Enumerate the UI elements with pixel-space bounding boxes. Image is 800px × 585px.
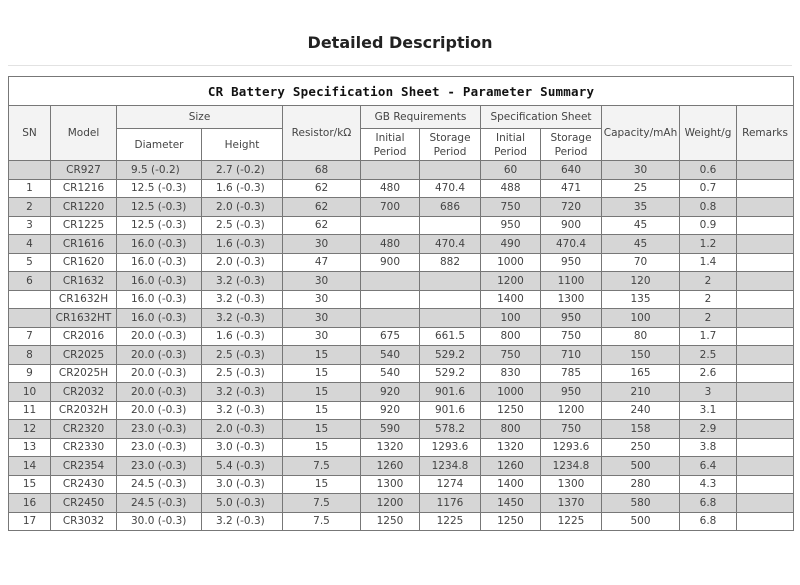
cell-remarks [737,346,794,365]
cell-gb-storage: 470.4 [420,179,481,198]
cell-weight: 0.8 [680,198,737,217]
cell-resistor: 30 [283,272,361,291]
cell-gb-initial [361,309,420,328]
cell-diameter: 12.5 (-0.3) [117,216,202,235]
cell-gb-initial: 1260 [361,457,420,476]
cell-weight: 3.1 [680,401,737,420]
cell-capacity: 580 [602,494,680,513]
cell-weight: 4.3 [680,475,737,494]
cell-gb-storage: 1274 [420,475,481,494]
cell-spec-storage: 1234.8 [541,457,602,476]
cell-diameter: 23.0 (-0.3) [117,420,202,439]
cell-height: 1.6 (-0.3) [202,327,283,346]
cell-gb-initial [361,290,420,309]
cell-gb-storage: 1176 [420,494,481,513]
cell-resistor: 68 [283,161,361,180]
cell-capacity: 120 [602,272,680,291]
cell-sn: 2 [9,198,51,217]
title-divider [8,65,792,66]
cell-sn: 3 [9,216,51,235]
header-sn: SN [9,106,51,161]
header-gb-storage-period: Storage Period [420,129,481,161]
cell-height: 2.0 (-0.3) [202,420,283,439]
cell-capacity: 30 [602,161,680,180]
cell-remarks [737,494,794,513]
cell-height: 3.2 (-0.3) [202,290,283,309]
cell-sn: 9 [9,364,51,383]
table-row [9,494,794,513]
header-height: Height [202,129,283,161]
table-row [9,457,794,476]
cell-spec-initial: 100 [481,309,541,328]
cell-gb-initial: 480 [361,179,420,198]
cell-weight: 6.4 [680,457,737,476]
cell-model: CR2032H [51,401,117,420]
table-row [9,272,794,291]
header-gb-requirements: GB Requirements [361,106,481,129]
cell-spec-storage: 1300 [541,290,602,309]
header-spec-initial-period: Initial Period [481,129,541,161]
table-row [9,438,794,457]
cell-spec-storage: 785 [541,364,602,383]
cell-diameter: 30.0 (-0.3) [117,512,202,531]
cell-resistor: 30 [283,290,361,309]
cell-sn: 12 [9,420,51,439]
cell-spec-storage: 950 [541,253,602,272]
cell-capacity: 150 [602,346,680,365]
cell-remarks [737,327,794,346]
cell-spec-initial: 800 [481,327,541,346]
cell-diameter: 12.5 (-0.3) [117,198,202,217]
cell-gb-initial: 920 [361,401,420,420]
cell-model: CR2354 [51,457,117,476]
cell-spec-initial: 1000 [481,383,541,402]
cell-remarks [737,179,794,198]
cell-capacity: 70 [602,253,680,272]
cell-spec-storage: 470.4 [541,235,602,254]
header-spec-storage-period: Storage Period [541,129,602,161]
cell-spec-storage: 720 [541,198,602,217]
cell-spec-initial: 1450 [481,494,541,513]
cell-spec-initial: 830 [481,364,541,383]
cell-resistor: 15 [283,475,361,494]
cell-weight: 1.7 [680,327,737,346]
cell-remarks [737,161,794,180]
table-row [9,235,794,254]
cell-height: 2.0 (-0.3) [202,198,283,217]
cell-capacity: 158 [602,420,680,439]
cell-spec-storage: 1370 [541,494,602,513]
cell-sn: 4 [9,235,51,254]
cell-gb-storage: 661.5 [420,327,481,346]
cell-remarks [737,290,794,309]
cell-model: CR1616 [51,235,117,254]
table-row [9,309,794,328]
table-row [9,179,794,198]
cell-gb-storage: 529.2 [420,364,481,383]
cell-sn [9,290,51,309]
cell-height: 2.7 (-0.2) [202,161,283,180]
cell-spec-initial: 1000 [481,253,541,272]
table-row [9,401,794,420]
cell-height: 2.5 (-0.3) [202,364,283,383]
cell-sn: 1 [9,179,51,198]
cell-height: 1.6 (-0.3) [202,235,283,254]
header-model: Model [51,106,117,161]
cell-gb-initial: 1320 [361,438,420,457]
cell-spec-storage: 710 [541,346,602,365]
cell-spec-initial: 800 [481,420,541,439]
cell-diameter: 23.0 (-0.3) [117,438,202,457]
cell-capacity: 35 [602,198,680,217]
header-size: Size [117,106,283,129]
cell-sn: 7 [9,327,51,346]
cell-gb-storage [420,161,481,180]
cell-gb-storage: 882 [420,253,481,272]
table-title: CR Battery Specification Sheet - Parameter Summary [9,77,794,106]
cell-gb-initial: 590 [361,420,420,439]
table-row [9,420,794,439]
cell-diameter: 20.0 (-0.3) [117,401,202,420]
cell-spec-initial: 488 [481,179,541,198]
cell-resistor: 47 [283,253,361,272]
cell-capacity: 45 [602,235,680,254]
cell-weight: 0.7 [680,179,737,198]
cell-capacity: 25 [602,179,680,198]
cell-spec-storage: 1293.6 [541,438,602,457]
cell-spec-initial: 950 [481,216,541,235]
cell-sn [9,309,51,328]
header-gb-initial-period: Initial Period [361,129,420,161]
cell-diameter: 9.5 (-0.2) [117,161,202,180]
cell-model: CR1225 [51,216,117,235]
cell-resistor: 15 [283,346,361,365]
cell-spec-initial: 1320 [481,438,541,457]
cell-diameter: 20.0 (-0.3) [117,364,202,383]
cell-gb-storage: 470.4 [420,235,481,254]
cell-resistor: 15 [283,364,361,383]
page-title: Detailed Description [307,33,493,52]
cell-remarks [737,253,794,272]
cell-resistor: 7.5 [283,457,361,476]
cell-weight: 1.4 [680,253,737,272]
cell-remarks [737,364,794,383]
cell-gb-initial: 700 [361,198,420,217]
cell-remarks [737,457,794,476]
cell-weight: 3.8 [680,438,737,457]
cell-resistor: 15 [283,401,361,420]
table-row [9,346,794,365]
cell-spec-storage: 750 [541,327,602,346]
cell-resistor: 7.5 [283,512,361,531]
spec-table [8,76,794,531]
cell-diameter: 12.5 (-0.3) [117,179,202,198]
cell-resistor: 30 [283,327,361,346]
cell-spec-storage: 750 [541,420,602,439]
cell-sn: 17 [9,512,51,531]
cell-weight: 3 [680,383,737,402]
cell-sn: 8 [9,346,51,365]
cell-weight: 2.6 [680,364,737,383]
cell-weight: 2 [680,290,737,309]
cell-height: 3.2 (-0.3) [202,309,283,328]
header-capacity: Capacity/mAh [602,106,680,161]
cell-sn: 14 [9,457,51,476]
cell-diameter: 16.0 (-0.3) [117,235,202,254]
cell-remarks [737,383,794,402]
cell-spec-initial: 490 [481,235,541,254]
cell-sn: 6 [9,272,51,291]
cell-gb-storage: 686 [420,198,481,217]
cell-diameter: 24.5 (-0.3) [117,494,202,513]
cell-diameter: 20.0 (-0.3) [117,346,202,365]
cell-diameter: 20.0 (-0.3) [117,383,202,402]
cell-sn: 10 [9,383,51,402]
cell-capacity: 240 [602,401,680,420]
cell-model: CR2025 [51,346,117,365]
table-row [9,475,794,494]
header-resistor: Resistor/kΩ [283,106,361,161]
cell-spec-initial: 1200 [481,272,541,291]
cell-model: CR2450 [51,494,117,513]
cell-weight: 6.8 [680,512,737,531]
cell-height: 2.5 (-0.3) [202,216,283,235]
cell-gb-storage [420,309,481,328]
cell-model: CR1620 [51,253,117,272]
cell-gb-storage [420,290,481,309]
table-row [9,327,794,346]
cell-remarks [737,512,794,531]
cell-gb-storage: 901.6 [420,383,481,402]
cell-diameter: 24.5 (-0.3) [117,475,202,494]
cell-height: 3.2 (-0.3) [202,512,283,531]
cell-gb-initial: 540 [361,346,420,365]
cell-resistor: 15 [283,420,361,439]
cell-height: 3.2 (-0.3) [202,272,283,291]
cell-spec-storage: 900 [541,216,602,235]
cell-diameter: 23.0 (-0.3) [117,457,202,476]
cell-spec-storage: 950 [541,383,602,402]
cell-gb-storage: 1225 [420,512,481,531]
cell-gb-storage: 1234.8 [420,457,481,476]
cell-weight: 0.9 [680,216,737,235]
cell-weight: 6.8 [680,494,737,513]
table-row [9,198,794,217]
cell-capacity: 45 [602,216,680,235]
cell-gb-storage [420,216,481,235]
cell-capacity: 500 [602,512,680,531]
cell-sn [9,161,51,180]
cell-remarks [737,272,794,291]
header-specification-sheet: Specification Sheet [481,106,602,129]
cell-model: CR1632 [51,272,117,291]
cell-model: CR1632HT [51,309,117,328]
cell-gb-storage [420,272,481,291]
cell-height: 3.0 (-0.3) [202,475,283,494]
cell-spec-storage: 1225 [541,512,602,531]
cell-model: CR1216 [51,179,117,198]
table-row [9,161,794,180]
cell-capacity: 100 [602,309,680,328]
cell-capacity: 80 [602,327,680,346]
cell-gb-initial: 1200 [361,494,420,513]
cell-height: 5.4 (-0.3) [202,457,283,476]
table-body [9,161,794,531]
cell-height: 1.6 (-0.3) [202,179,283,198]
cell-spec-initial: 60 [481,161,541,180]
table-row [9,383,794,402]
cell-capacity: 280 [602,475,680,494]
cell-model: CR1220 [51,198,117,217]
cell-resistor: 15 [283,383,361,402]
cell-weight: 0.6 [680,161,737,180]
cell-spec-storage: 1100 [541,272,602,291]
cell-height: 2.5 (-0.3) [202,346,283,365]
cell-capacity: 250 [602,438,680,457]
cell-model: CR927 [51,161,117,180]
header-weight: Weight/g [680,106,737,161]
cell-resistor: 62 [283,216,361,235]
header-remarks: Remarks [737,106,794,161]
cell-model: CR1632H [51,290,117,309]
cell-spec-initial: 1400 [481,475,541,494]
cell-gb-initial: 540 [361,364,420,383]
cell-height: 3.0 (-0.3) [202,438,283,457]
cell-remarks [737,309,794,328]
cell-gb-initial [361,161,420,180]
cell-resistor: 30 [283,309,361,328]
cell-model: CR2320 [51,420,117,439]
cell-sn: 13 [9,438,51,457]
cell-sn: 16 [9,494,51,513]
cell-remarks [737,420,794,439]
table-row [9,364,794,383]
cell-model: CR2430 [51,475,117,494]
cell-spec-initial: 750 [481,198,541,217]
cell-diameter: 16.0 (-0.3) [117,253,202,272]
cell-model: CR2330 [51,438,117,457]
table-row [9,216,794,235]
cell-model: CR2025H [51,364,117,383]
cell-gb-initial: 920 [361,383,420,402]
cell-remarks [737,216,794,235]
cell-weight: 1.2 [680,235,737,254]
cell-weight: 2 [680,272,737,291]
cell-height: 2.0 (-0.3) [202,253,283,272]
cell-diameter: 16.0 (-0.3) [117,290,202,309]
cell-diameter: 16.0 (-0.3) [117,309,202,328]
cell-sn: 15 [9,475,51,494]
cell-resistor: 62 [283,198,361,217]
cell-height: 5.0 (-0.3) [202,494,283,513]
cell-remarks [737,438,794,457]
cell-capacity: 135 [602,290,680,309]
cell-weight: 2.5 [680,346,737,365]
cell-capacity: 210 [602,383,680,402]
cell-diameter: 16.0 (-0.3) [117,272,202,291]
cell-resistor: 62 [283,179,361,198]
cell-model: CR3032 [51,512,117,531]
cell-spec-initial: 1250 [481,401,541,420]
cell-gb-initial: 1250 [361,512,420,531]
cell-height: 3.2 (-0.3) [202,383,283,402]
cell-model: CR2016 [51,327,117,346]
cell-gb-storage: 901.6 [420,401,481,420]
cell-gb-initial [361,272,420,291]
cell-spec-storage: 640 [541,161,602,180]
header-diameter: Diameter [117,129,202,161]
cell-spec-initial: 1400 [481,290,541,309]
cell-model: CR2032 [51,383,117,402]
cell-resistor: 30 [283,235,361,254]
cell-weight: 2.9 [680,420,737,439]
cell-remarks [737,235,794,254]
cell-gb-initial: 480 [361,235,420,254]
cell-resistor: 7.5 [283,494,361,513]
cell-spec-storage: 1200 [541,401,602,420]
cell-remarks [737,198,794,217]
cell-height: 3.2 (-0.3) [202,401,283,420]
cell-weight: 2 [680,309,737,328]
cell-spec-storage: 1300 [541,475,602,494]
cell-sn: 5 [9,253,51,272]
cell-gb-storage: 578.2 [420,420,481,439]
cell-gb-storage: 1293.6 [420,438,481,457]
cell-remarks [737,475,794,494]
cell-spec-initial: 750 [481,346,541,365]
table-row [9,290,794,309]
cell-capacity: 165 [602,364,680,383]
cell-gb-initial [361,216,420,235]
cell-spec-storage: 471 [541,179,602,198]
cell-gb-storage: 529.2 [420,346,481,365]
cell-resistor: 15 [283,438,361,457]
cell-spec-storage: 950 [541,309,602,328]
cell-diameter: 20.0 (-0.3) [117,327,202,346]
cell-spec-initial: 1250 [481,512,541,531]
table-row [9,512,794,531]
cell-capacity: 500 [602,457,680,476]
table-row [9,253,794,272]
cell-gb-initial: 1300 [361,475,420,494]
cell-gb-initial: 900 [361,253,420,272]
cell-gb-initial: 675 [361,327,420,346]
cell-spec-initial: 1260 [481,457,541,476]
cell-sn: 11 [9,401,51,420]
cell-remarks [737,401,794,420]
